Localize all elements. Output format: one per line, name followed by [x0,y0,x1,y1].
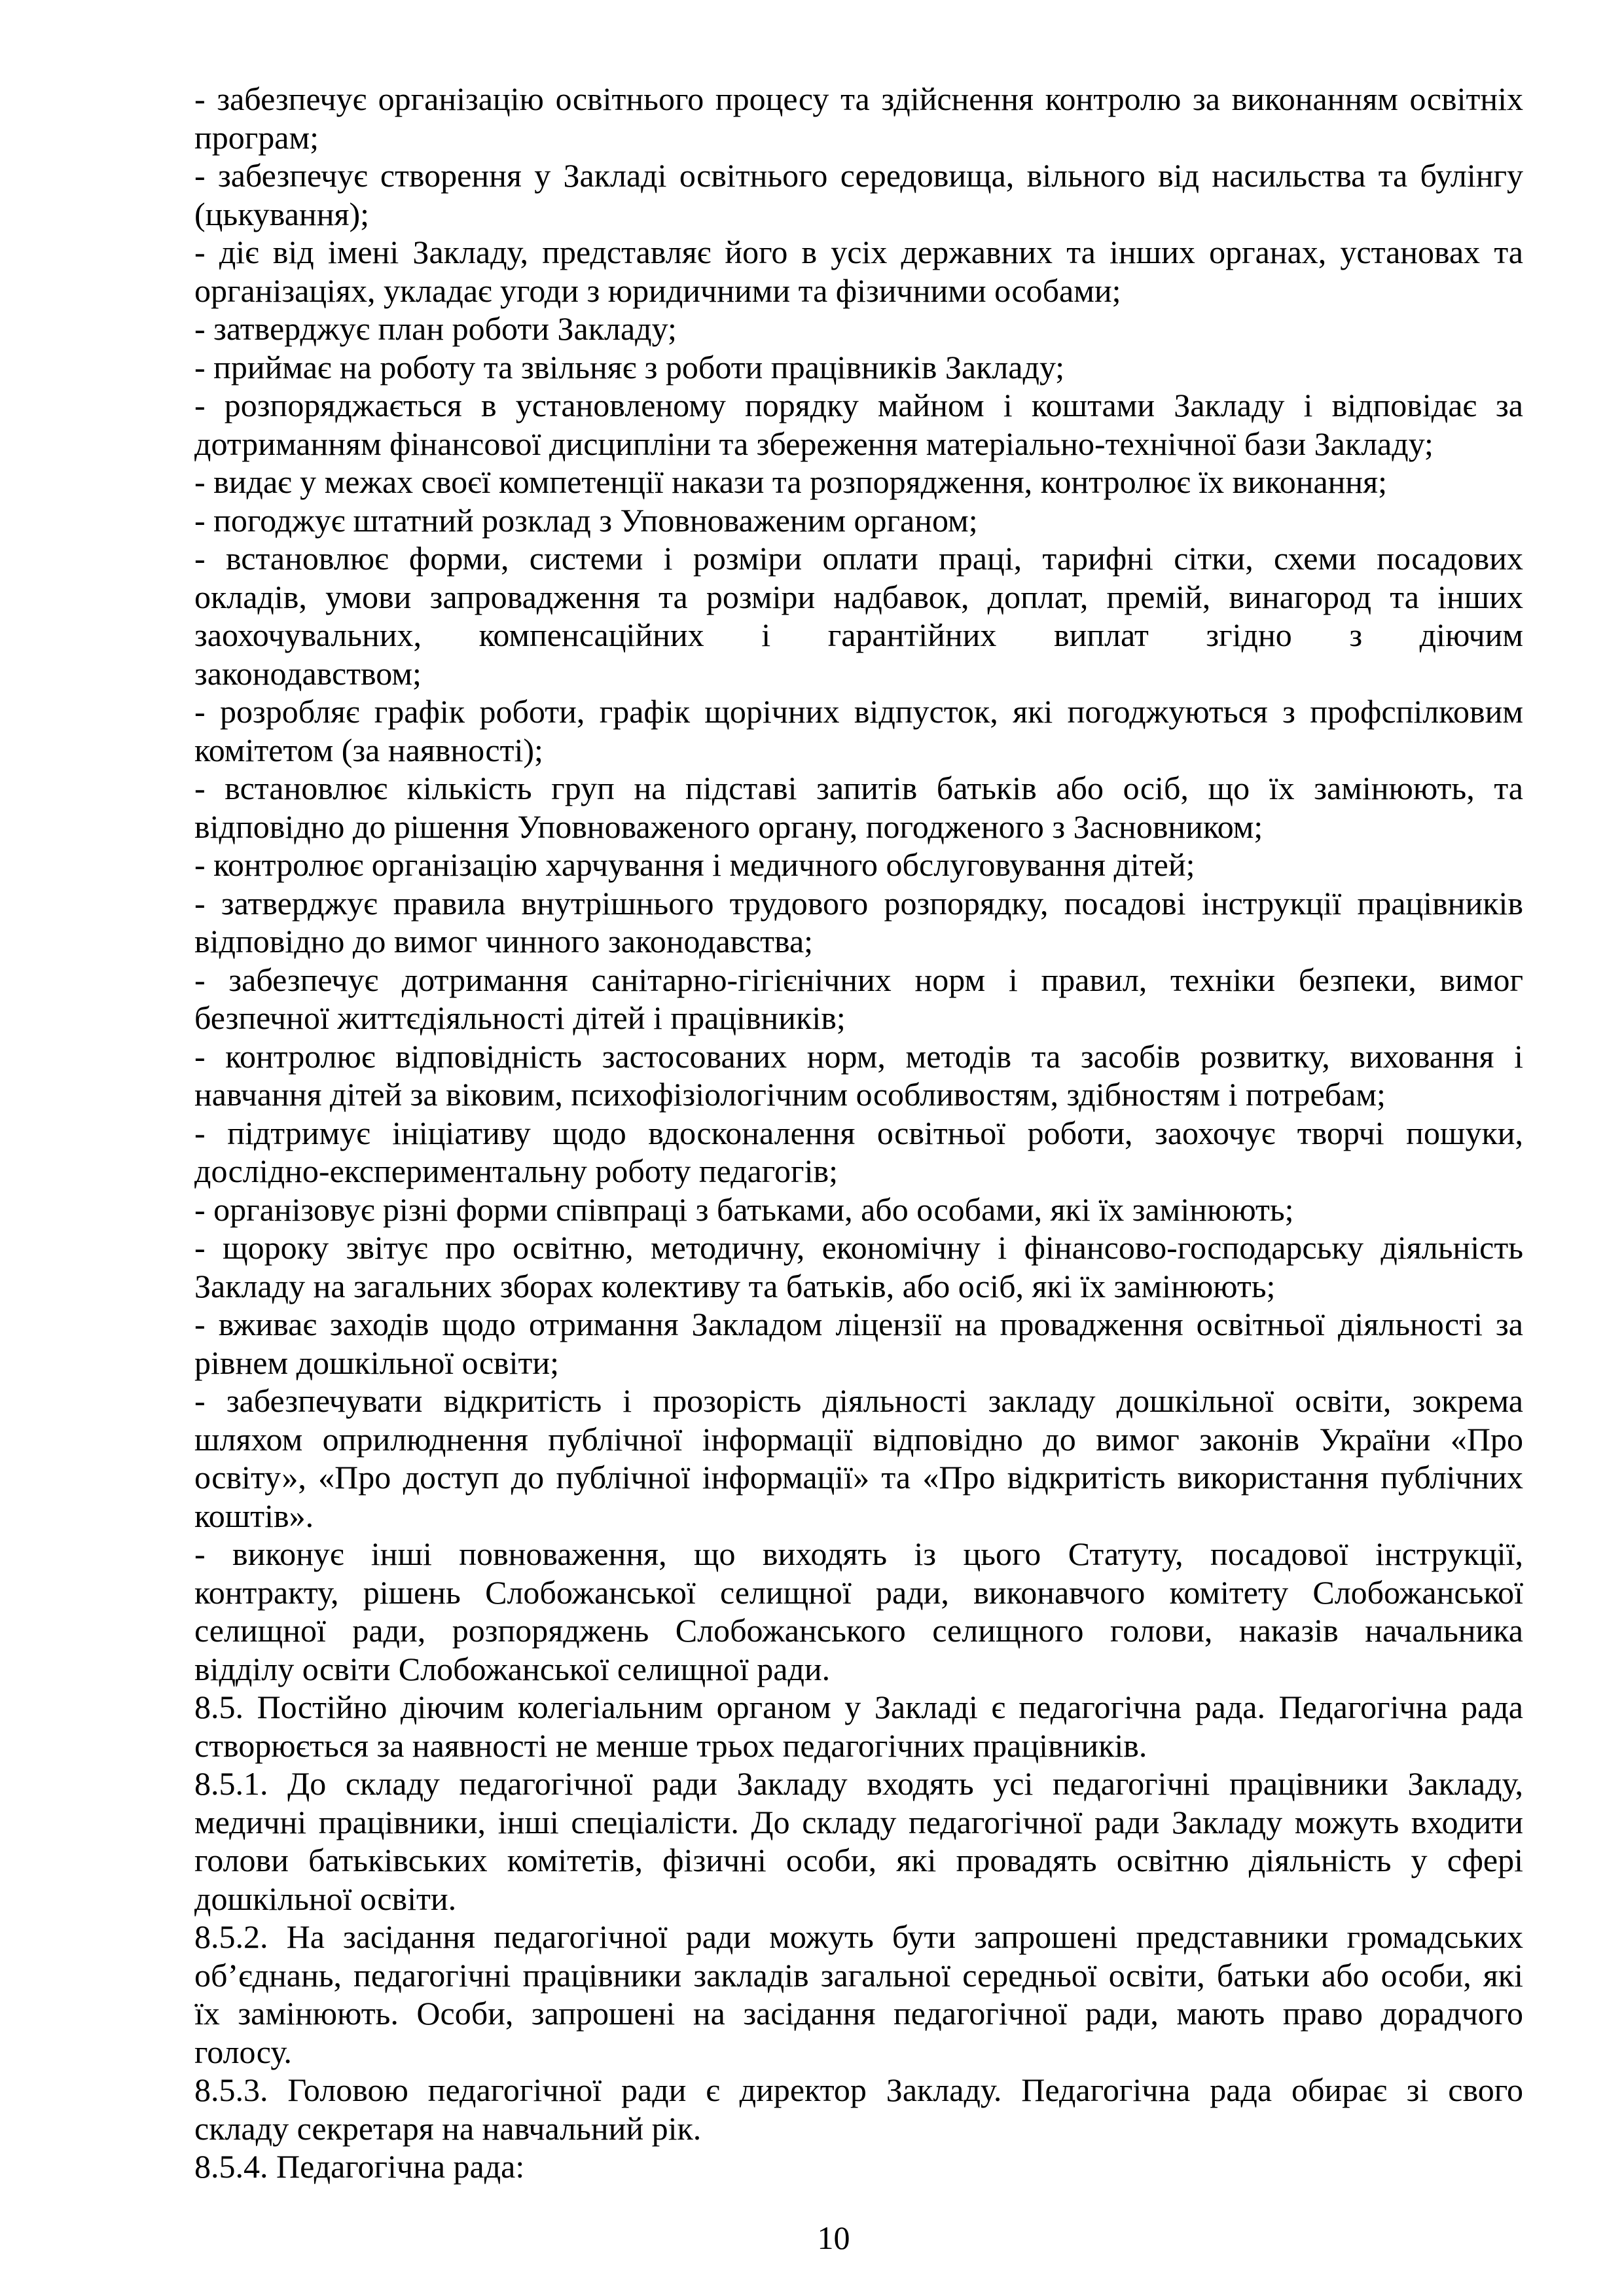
text-line: - вживає заходів щодо отримання Закладом ліцензії на провадження освітньої діяльності за [194,1306,1523,1342]
paragraph [194,348,1523,387]
text-line: голови батьківських комітетів, фізичні особи, які провадять освітню діяльність у сфері [194,1842,1523,1878]
text-line: шляхом оприлюднення публічної інформації відповідно до вимог законів України «Про [194,1420,1523,1458]
text-line: - розпоряджається в установленому порядку майном і коштами Закладу і відповідає за [194,387,1523,423]
text-line: голосу. [194,2033,292,2070]
text-line: - організовує різні форми співпраці з батьками, або особами, які їх замінюють; [194,1191,1294,1228]
paragraph [194,463,1523,501]
text-line: - забезпечує створення у Закладі освітнього середовища, вільного від насильства та булінгу [194,157,1523,194]
text-line: - видає у межах своєї компетенції накази та розпорядження, контролює їх виконання; [194,463,1388,500]
text-line: - діє від імені Закладу, представляє його в усіх державних та інших органах, установах та [194,234,1523,270]
paragraph [194,1037,1523,1114]
text-line: освіту», «Про доступ до публічної інформації» та «Про відкритість використання публічних [194,1459,1523,1496]
text-line: навчання дітей за віковим, психофізіологічним особливостям, здібностям і потребам; [194,1076,1386,1113]
text-line: відповідно до рішення Уповноваженого органу, погодженого з Засновником; [194,808,1263,845]
text-line: - затверджує план роботи Закладу; [194,310,677,347]
text-line: - розробляє графік роботи, графік щорічних відпусток, які погоджуються з профспілковим [194,693,1523,730]
text-line: 8.5.2. На засідання педагогічної ради можуть бути запрошені представники громадських [194,1918,1523,1955]
paragraph [194,539,1523,692]
text-line: - щороку звітує про освітню, методичну, економічну і фінансово-господарську діяльність [194,1229,1523,1266]
text-line: рівнем дошкільної освіти; [194,1344,560,1381]
paragraph [194,769,1523,846]
text-line: 8.5.4. Педагогічна рада: [194,2148,525,2185]
text-line: дошкільної освіти. [194,1880,457,1917]
paragraph [194,1305,1523,1382]
text-line: програм; [194,118,319,156]
text-line: - контролює відповідність застосованих норм, методів та засобів розвитку, виховання і [194,1037,1523,1075]
text-line: Закладу на загальних зборах колективу та батьків, або осіб, які їх замінюють; [194,1267,1276,1304]
text-line: їх замінюють. Особи, запрошені на засідання педагогічної ради, мають право дорадчого [194,1995,1523,2032]
text-line: дослідно-експериментальну роботу педагогів; [194,1153,838,1189]
text-line: - забезпечує організацію освітнього процесу та здійснення контролю за виконанням освітніх [194,81,1523,117]
paragraph [194,2147,1523,2186]
paragraph [194,156,1523,233]
text-line: окладів, умови запровадження та розміри надбавок, доплат, премій, винагород та інших [194,578,1523,615]
text-line: 8.5.1. До складу педагогічної ради Закладу входять усі педагогічні працівники Закладу, [194,1765,1523,1802]
text-line: - погоджує штатний розклад з Уповноваженим органом; [194,501,978,539]
paragraph [194,1229,1523,1305]
paragraph [194,2071,1523,2147]
paragraph [194,386,1523,463]
paragraph [194,1765,1523,1918]
paragraph [194,1382,1523,1535]
text-line: дотриманням фінансової дисципліни та збереження матеріально-технічної бази Закладу; [194,425,1434,462]
paragraph [194,1535,1523,1688]
text-line: коштів». [194,1497,314,1534]
page-number: 10 [817,2219,850,2256]
paragraph [194,1688,1523,1765]
text-line: медичні працівники, інші спеціалісти. До складу педагогічної ради Закладу можуть входити [194,1803,1523,1840]
paragraph [194,233,1523,310]
text-line: - затверджує правила внутрішнього трудового розпорядку, посадові інструкції працівників [194,884,1523,922]
text-line: законодавством; [194,655,422,692]
text-line: - приймає на роботу та звільняє з роботи працівників Закладу; [194,348,1065,386]
text-line: - виконує інші повноваження, що виходять із цього Статуту, посадової інструкції, [194,1535,1523,1572]
paragraph [194,1114,1523,1191]
text-line: (цькування); [194,195,369,232]
paragraph [194,1191,1523,1229]
text-line: складу секретаря на навчальний рік. [194,2109,702,2147]
text-line: - встановлює кількість груп на підставі запитів батьків або осіб, що їх замінюють, та [194,770,1523,806]
document-body [194,80,1523,2186]
text-line: - контролює організацію харчування і медичного обслуговування дітей; [194,846,1195,883]
text-line: об’єднань, педагогічні працівники закладів загальної середньої освіти, батьки або особи, які [194,1956,1523,1994]
text-line: комітетом (за наявності); [194,731,543,768]
paragraph [194,1918,1523,2071]
text-line: заохочувальних, компенсаційних і гарантійних виплат згідно з діючим [194,617,1523,653]
text-line: - забезпечувати відкритість і прозорість діяльності закладу дошкільної освіти, зокрема [194,1382,1523,1419]
paragraph [194,884,1523,961]
paragraph [194,80,1523,156]
text-line: 8.5.3. Головою педагогічної ради є директор Закладу. Педагогічна рада обирає зі свого [194,2072,1523,2108]
text-line: відділу освіти Слобожанської селищної ради. [194,1650,831,1687]
text-line: створюється за наявності не менше трьох педагогічних працівників. [194,1727,1147,1764]
paragraph [194,501,1523,540]
paragraph [194,961,1523,1037]
text-line: 8.5. Постійно діючим колегіальним органом у Закладі є педагогічна рада. Педагогічна рада [194,1689,1523,1725]
text-line: - підтримує ініціативу щодо вдосконалення освітньої роботи, заохочує творчі пошуки, [194,1114,1523,1151]
paragraph [194,692,1523,769]
paragraph [194,310,1523,348]
text-line: безпечної життєдіяльності дітей і працівників; [194,999,846,1036]
text-line: контракту, рішень Слобожанської селищної ради, виконавчого комітету Слобожанської [194,1573,1523,1611]
text-line: організаціях, укладає угоди з юридичними та фізичними особами; [194,272,1121,309]
text-line: селищної ради, розпоряджень Слобожанського селищного голови, наказів начальника [194,1612,1523,1649]
paragraph [194,846,1523,884]
text-line: - забезпечує дотримання санітарно-гігієнічних норм і правил, техніки безпеки, вимог [194,961,1523,998]
text-line: - встановлює форми, системи і розміри оплати праці, тарифні сітки, схеми посадових [194,540,1523,577]
text-line: відповідно до вимог чинного законодавства; [194,923,814,960]
